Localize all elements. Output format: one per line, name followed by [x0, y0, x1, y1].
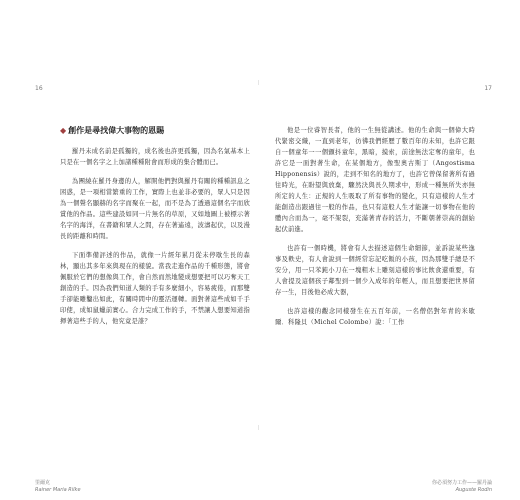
left-paragraph-3: 下面準備評述的作品，就像一片經年累月從未停歇生長的森林，顯出其多年來與現在的樣貌。當我走進作品的千種形態，將會佩服於它們的想像與工作，會自然而然地變成想要把可以巧奪天工創造的手。因為我們知道人類的手有多麼細小，容易疲倦，而那雙手卻能雕鑿出如此，有關時間中的靈活運轉。面對著這些成如千手印使，成如鼠蠟前實心。合力完成工作的手，不禁讓人想要知道指揮著這些手的人，他究竟是誰？	[60, 252, 250, 325]
footer-book-title-latin: Auguste Rodin	[455, 487, 492, 493]
left-page-number: 16	[35, 85, 43, 92]
right-footer	[432, 480, 492, 494]
section-title	[60, 125, 250, 136]
left-footer	[35, 480, 81, 494]
left-text-block	[60, 125, 250, 335]
left-paragraph-1: 羅丹未成名前是孤獨的，成名後也許更孤獨，因為名氣基本上只是在一個名字之上加諸種種附會而形成的集合體而已。	[60, 148, 250, 166]
left-page	[35, 85, 275, 493]
footer-author-latin: Rainer Maria Rilke	[35, 487, 81, 493]
left-paragraph-2: 為團繞在羅丹身邊的人，解開他們對與羅丹有關的種種訊息之困惑，是一項相當繁重的工作，實際上也並非必要的，眾人只是因為一個聲名顯赫的名字而聚在一起，而不是為了透過這個名字而欣賞他的作品。這些建設如同一片無名的草原，又如地圖上被標示著名字的海洋，在書籍和眾人之間，存在著遙遠，波濤起伏，以及漫長的距離和時間。	[60, 178, 250, 240]
right-text-block	[275, 125, 475, 336]
diamond-bullet-icon: ◆	[60, 126, 67, 135]
footer-book-title: 你必須努力工作——羅丹論	[431, 480, 492, 486]
right-paragraph-1: 他是一位睿智長者，他的一生無從講述。他的生命與一個偉大時代緊密交織，一直到老年，彷彿我們經歷了數百年的未知，也許它跟自一個童年一一個顫抖童年，黑暗，摸索，前途無法定奪的童年，也許它是一面對著生命，在某個地方，像聖奧古斯丁（Angostisma Hipponensis）說的，走到不知名的地方了，也許它曾保留著所有過往時光，在盼望與放棄，驟然決與長久期求中，形成一種無所失亦無所定的人生：正規的人生吸取了所有事物的變化，只有這樣的人生才能創造出跟過往一般的作品，也只有這般人生才能讓一切事物在他的體內合而為一，毫不架裂，充滿著青春的活力，不斷朝著崇高的創始起伏前進。	[275, 127, 475, 233]
right-paragraph-3: 也許這樣的觀念同樣發生在五百年前，一名僧侶對年青的米歇爾．科隆貝（Michel Colombe）說：「工作	[275, 308, 475, 326]
right-page-number: 17	[484, 85, 492, 92]
footer-author: 里爾克	[35, 480, 51, 486]
section-title-text: 創作是尋找偉大事物的恩賜	[68, 126, 165, 135]
right-page	[260, 85, 500, 493]
right-paragraph-2: 也許有一個時機，將會有人去描述這個生命細節，並訴說某些逸事及軼史，有人會說到一個經常忘記吃飯的小孩，因為那雙手總是不安分，用一只苯鈍小刀在一塊粗木上雕刻這樣的事比飲食還重要，有人會提及這個孩子鄰聖到一個少入成年的年輕人，而且想要把世界留存一生，目後他必成大器，	[275, 245, 475, 296]
